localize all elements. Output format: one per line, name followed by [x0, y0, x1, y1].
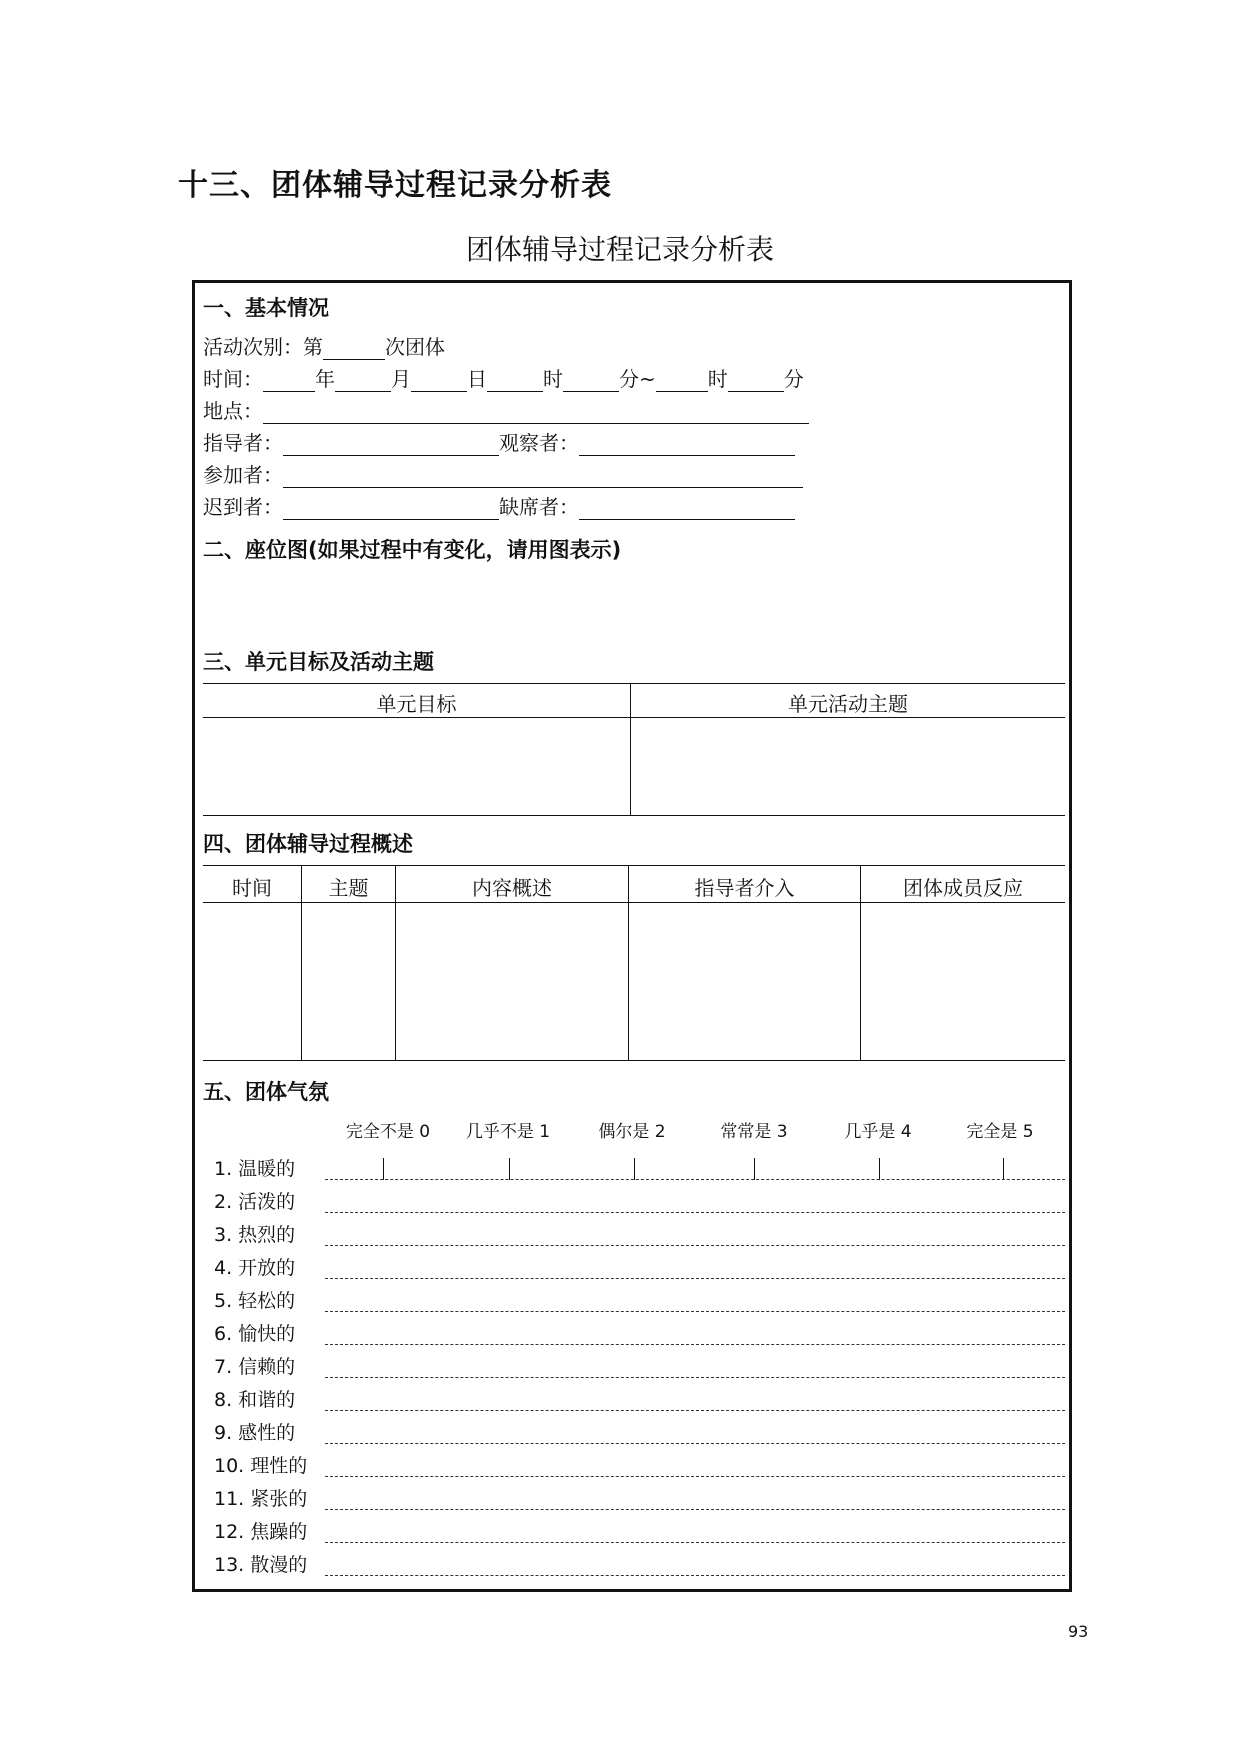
process-topic-cell[interactable]	[303, 904, 394, 1059]
absent-label: 缺席者：	[499, 495, 579, 519]
process-col-leader: 指导者介入	[694, 876, 795, 900]
atmosphere-rating-line[interactable]	[325, 1542, 1065, 1543]
section-process-title: 四、团体辅导过程概述	[203, 832, 413, 856]
place-row	[203, 398, 809, 426]
atmosphere-item: 7. 信赖的	[214, 1356, 296, 1378]
atmosphere-rating-line[interactable]	[325, 1476, 1065, 1477]
goals-cell[interactable]	[204, 719, 629, 814]
scale-tick	[634, 1158, 635, 1180]
scale-label: 偶尔是 2	[598, 1122, 666, 1142]
month-label: 月	[391, 367, 411, 391]
end-hour-label: 时	[707, 367, 728, 391]
section-goals-title: 三、单元目标及活动主题	[203, 650, 434, 674]
atmosphere-rating-line[interactable]	[325, 1311, 1065, 1312]
observer-field[interactable]	[579, 433, 795, 456]
participants-row	[203, 462, 803, 490]
section-atmosphere-title: 五、团体气氛	[203, 1080, 329, 1104]
time-label: 时间：	[203, 367, 263, 391]
atmosphere-rating-line[interactable]	[325, 1509, 1065, 1510]
goals-table-top-border	[203, 683, 1065, 684]
session-number-field[interactable]	[323, 337, 385, 360]
atmosphere-rating-line[interactable]	[325, 1443, 1065, 1444]
scale-label: 几乎不是 1	[465, 1122, 551, 1142]
scale-label: 常常是 3	[720, 1122, 788, 1142]
late-absent-row	[203, 494, 795, 522]
year-field[interactable]	[263, 369, 315, 392]
process-table-top-border	[203, 865, 1065, 866]
end-minute-field[interactable]	[728, 369, 784, 392]
process-col-content: 内容概述	[472, 876, 552, 900]
atmosphere-item: 1. 温暖的	[214, 1158, 296, 1180]
scale-tick	[754, 1158, 755, 1180]
atmosphere-item: 6. 愉快的	[214, 1323, 296, 1345]
participants-field[interactable]	[283, 465, 803, 488]
absent-field[interactable]	[579, 497, 795, 520]
process-members-cell[interactable]	[862, 904, 1064, 1059]
leader-observer-row	[203, 430, 795, 458]
hour-field[interactable]	[487, 369, 543, 392]
atmosphere-rating-line[interactable]	[325, 1212, 1065, 1213]
atmosphere-rating-line[interactable]	[325, 1377, 1065, 1378]
minute-tilde-label: 分~	[619, 367, 656, 391]
process-leader-cell[interactable]	[630, 904, 859, 1059]
theme-column-header: 单元活动主题	[788, 692, 908, 716]
atmosphere-item: 8. 和谐的	[214, 1389, 296, 1411]
late-field[interactable]	[283, 497, 499, 520]
leader-field[interactable]	[283, 433, 499, 456]
seating-chart-area[interactable]	[203, 566, 1065, 646]
process-content-cell[interactable]	[397, 904, 627, 1059]
scale-label: 完全是 5	[966, 1122, 1034, 1142]
process-col-topic: 主题	[328, 876, 369, 900]
place-label: 地点：	[203, 399, 263, 423]
atmosphere-rating-line[interactable]	[325, 1410, 1065, 1411]
atmosphere-rating-line[interactable]	[325, 1575, 1065, 1576]
goals-table-bottom-border	[203, 815, 1065, 816]
process-col-members: 团体成员反应	[903, 876, 1023, 900]
atmosphere-rating-line[interactable]	[325, 1245, 1065, 1246]
participants-label: 参加者：	[203, 463, 283, 487]
process-time-cell[interactable]	[204, 904, 300, 1059]
atmosphere-item: 2. 活泼的	[214, 1191, 296, 1213]
scale-tick	[879, 1158, 880, 1180]
atmosphere-item: 12. 焦躁的	[214, 1521, 308, 1543]
section-seating-title: 二、座位图(如果过程中有变化，请用图表示)	[203, 538, 622, 562]
process-table-bottom-border	[203, 1060, 1065, 1061]
atmosphere-item: 9. 感性的	[214, 1422, 296, 1444]
scale-tick	[1003, 1158, 1004, 1180]
late-label: 迟到者：	[203, 495, 283, 519]
minute-field[interactable]	[563, 369, 619, 392]
end-minute-label: 分	[783, 367, 804, 391]
atmosphere-item: 10. 理性的	[214, 1455, 308, 1477]
process-table-header-border	[203, 902, 1065, 903]
page-number: 93	[1068, 1622, 1089, 1641]
month-field[interactable]	[335, 369, 391, 392]
hour-label: 时	[543, 367, 563, 391]
scale-label: 几乎是 4	[844, 1122, 912, 1142]
scale-label: 完全不是 0	[345, 1122, 431, 1142]
atmosphere-item: 3. 热烈的	[214, 1224, 296, 1246]
theme-cell[interactable]	[632, 719, 1064, 814]
atmosphere-item: 13. 散漫的	[214, 1554, 308, 1576]
place-field[interactable]	[263, 401, 809, 424]
process-col-time: 时间	[232, 876, 272, 900]
scale-tick	[509, 1158, 510, 1180]
atmosphere-rating-line[interactable]	[325, 1344, 1065, 1345]
leader-label: 指导者：	[203, 431, 283, 455]
session-prefix-label: 活动次别：第	[203, 335, 323, 359]
scale-tick	[383, 1158, 384, 1180]
goals-column-header: 单元目标	[376, 692, 457, 716]
section-basic-info-title: 一、基本情况	[203, 296, 329, 320]
page-heading: 十三、团体辅导过程记录分析表	[178, 168, 612, 203]
end-hour-field[interactable]	[656, 369, 708, 392]
atmosphere-item: 4. 开放的	[214, 1257, 296, 1279]
observer-label: 观察者：	[499, 431, 579, 455]
atmosphere-rating-line[interactable]	[325, 1278, 1065, 1279]
atmosphere-rating-line[interactable]	[325, 1179, 1065, 1180]
year-label: 年	[315, 367, 335, 391]
atmosphere-item: 5. 轻松的	[214, 1290, 296, 1312]
day-label: 日	[467, 367, 487, 391]
atmosphere-item: 11. 紧张的	[214, 1488, 308, 1510]
day-field[interactable]	[411, 369, 467, 392]
session-suffix-label: 次团体	[385, 335, 445, 359]
time-row	[203, 366, 804, 394]
goals-table-header-border	[203, 717, 1065, 718]
form-title: 团体辅导过程记录分析表	[465, 233, 774, 266]
session-row	[203, 334, 445, 362]
